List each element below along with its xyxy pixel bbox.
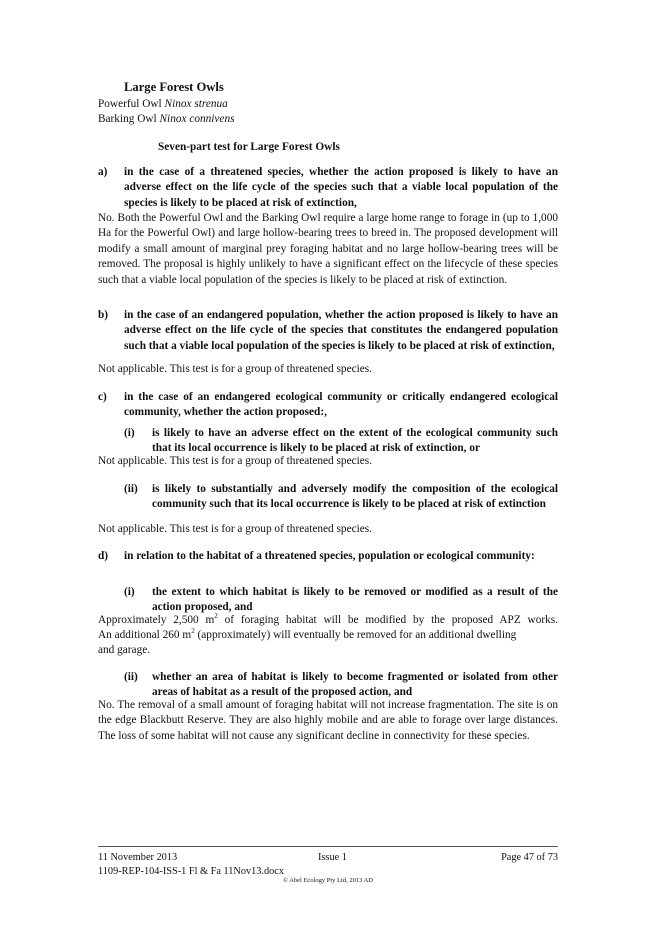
answer-c-ii: Not applicable. This test is for a group of threatened species. bbox=[98, 523, 372, 535]
footer-copyright: © Abel Ecology Pty Ltd, 2013 AD bbox=[283, 877, 373, 884]
question-label-d-i: (i) bbox=[124, 586, 135, 598]
species-common-name: Powerful Owl bbox=[98, 98, 162, 110]
question-c: in the case of an endangered ecological community or critically endangered ecological community, whether the action proposed:, bbox=[124, 391, 558, 419]
answer-d-i-line-3: and garage. bbox=[98, 644, 151, 656]
footer-date: 11 November 2013 bbox=[98, 852, 178, 863]
answer-d-i-line-2: An additional 260 $m^2$ (approximately) will eventually be removed for an additional dwelling bbox=[98, 627, 517, 641]
question-a: in the case of a threatened species, whether the action proposed is likely to have an adverse effect on the life cycle of the species such that a viable local population of the species is likely to be placed at risk of extinction, bbox=[124, 166, 558, 209]
question-d: in relation to the habitat of a threatened species, population or ecological community: bbox=[124, 550, 535, 562]
answer-d-i-line-1: Approximately 2,500 $m^2$ of foraging habitat will be modified by the proposed APZ works. bbox=[98, 612, 558, 626]
answer-d-ii: No. The removal of a small amount of foraging habitat will not increase fragmentation. The site is on the edge Blackbutt Reserve. They are also highly mobile and are able to forage over large distances. The loss of some habitat will not cause any significant decline in connectivity for these species. bbox=[98, 699, 558, 742]
question-label-b: b) bbox=[98, 309, 109, 321]
answer-c-i: Not applicable. This test is for a group of threatened species. bbox=[98, 455, 372, 467]
answer-a: No. Both the Powerful Owl and the Barking Owl require a large home range to forage in (up to 1,000 Ha for the Powerful Owl) and large hollow-bearing trees to breed in. The proposed development will modify a small amount of marginal prey foraging habitat and no large hollow-bearing trees will be removed. The proposal is highly unlikely to have a significant effect on the lifecycle of these species such that a viable local population of the species is likely to be placed at risk of extinction. bbox=[98, 212, 558, 286]
question-label-c-i: (i) bbox=[124, 427, 135, 439]
species-common-name: Barking Owl bbox=[98, 113, 157, 125]
question-d-i: the extent to which habitat is likely to be removed or modified as a result of the action proposed, and bbox=[152, 586, 558, 614]
test-title: Seven-part test for Large Forest Owls bbox=[158, 141, 340, 153]
footer-page-number: Page 47 of 73 bbox=[501, 852, 558, 863]
question-label-d-ii: (ii) bbox=[124, 671, 138, 683]
section-heading: Large Forest Owls bbox=[124, 80, 224, 94]
question-c-i: is likely to have an adverse effect on the extent of the ecological community such that its local occurrence is likely to be placed at risk of extinction, or bbox=[152, 427, 558, 455]
species-line-2 bbox=[98, 112, 235, 127]
footer-document-reference: 1109-REP-104-ISS-1 Fl & Fa 11Nov13.docx bbox=[98, 866, 285, 877]
question-c-ii: is likely to substantially and adversely modify the composition of the ecological community such that its local occurrence is likely to be placed at risk of extinction bbox=[152, 483, 558, 511]
footer-divider bbox=[98, 846, 558, 847]
species-line-1 bbox=[98, 97, 228, 112]
question-label-c: c) bbox=[98, 391, 107, 403]
question-d-ii: whether an area of habitat is likely to become fragmented or isolated from other areas of habitat as a result of the proposed action, and bbox=[152, 671, 558, 699]
footer-issue: Issue 1 bbox=[318, 852, 347, 863]
question-b: in the case of an endangered population, whether the action proposed is likely to have an adverse effect on the life cycle of the species that constitutes the endangered population such that a viable local population of the species is likely to be placed at risk of extinction, bbox=[124, 309, 558, 352]
species-scientific-name: Ninox connivens bbox=[159, 113, 235, 125]
question-label-c-ii: (ii) bbox=[124, 483, 138, 495]
question-label-a: a) bbox=[98, 166, 108, 178]
answer-b: Not applicable. This test is for a group of threatened species. bbox=[98, 363, 372, 375]
question-label-d: d) bbox=[98, 550, 109, 562]
species-scientific-name: Ninox strenua bbox=[164, 98, 228, 110]
